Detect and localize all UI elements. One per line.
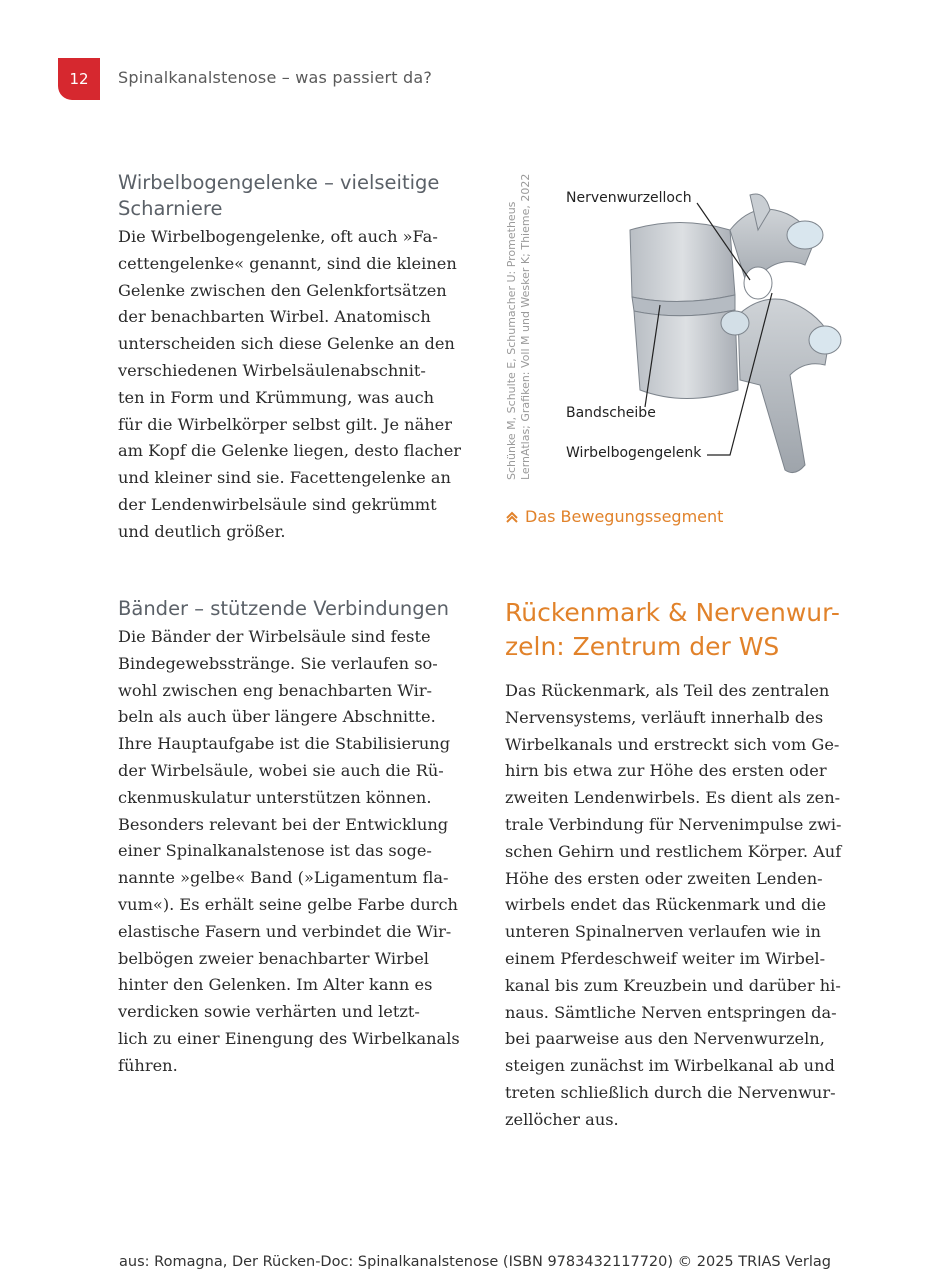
text-line: am Kopf die Gelenke liegen, desto flacher xyxy=(118,441,462,461)
text-line: schen Gehirn und restlichem Körper. Auf xyxy=(505,841,842,861)
heading-line: Scharniere xyxy=(118,197,223,220)
text-line: der Lendenwirbelsäule sind gekrümmt xyxy=(118,494,437,514)
foramen xyxy=(744,267,772,299)
text-line: Besonders relevant bei der Entwicklung xyxy=(118,814,449,834)
text-line: Die Bänder der Wirbelsäule sind feste xyxy=(118,627,431,646)
text-line: kanal bis zum Kreuzbein und darüber hi- xyxy=(505,975,841,995)
text-line: elastische Fasern und verbindet die Wir- xyxy=(118,921,452,941)
text-line: beln als auch über längere Abschnitte. xyxy=(118,707,436,727)
spine-segment-illustration xyxy=(600,185,850,480)
caption-text: Das Bewegungssegment xyxy=(525,507,724,526)
text-line: hirn bis etwa zur Höhe des ersten oder xyxy=(505,761,827,781)
section-heading-ligaments: Bänder – stützende Verbindungen xyxy=(118,597,450,620)
text-line: wirbels endet das Rückenmark und die xyxy=(505,895,827,915)
credit-line: LernAtlas; Grafiken: Voll M und Wesker K; Thieme, 2022 xyxy=(519,173,532,480)
section-text-ligaments xyxy=(118,624,460,1080)
text-line: unterscheiden sich diese Gelenke an den xyxy=(118,334,455,354)
text-line: cettengelenke« genannt, sind die kleinen xyxy=(118,253,457,273)
text-line: steigen zunächst im Wirbelkanal ab und xyxy=(505,1056,835,1076)
text-line: verschiedenen Wirbelsäulenabschnit- xyxy=(118,360,426,380)
text-line: lich zu einer Einengung des Wirbelkanals xyxy=(118,1028,460,1048)
text-line: einer Spinalkanalstenose ist das soge- xyxy=(118,841,432,861)
text-line: Ihre Hauptaufgabe ist die Stabilisierung xyxy=(118,734,451,754)
text-line: ckenmuskulatur unterstützen können. xyxy=(118,787,432,807)
text-line: verdicken sowie verhärten und letzt- xyxy=(118,1002,420,1022)
text-line: wohl zwischen eng benachbarten Wir- xyxy=(118,680,433,700)
text-line: treten schließlich durch die Nervenwur- xyxy=(505,1082,836,1102)
text-line: einem Pferdeschweif weiter im Wirbel- xyxy=(505,948,826,968)
page-number: 12 xyxy=(69,70,89,88)
label-facet-joint: Wirbelbogengelenk xyxy=(566,445,702,461)
text-line: belbögen zweier benachbarter Wirbel xyxy=(118,948,429,968)
section-heading-facet-joints xyxy=(118,170,439,222)
text-line: der benachbarten Wirbel. Anatomisch xyxy=(118,307,431,327)
text-line: und deutlich größer. xyxy=(118,521,286,541)
text-line: der Wirbelsäule, wobei sie auch die Rü- xyxy=(118,760,444,780)
text-line: zellöcher aus. xyxy=(505,1109,619,1129)
text-line: nannte »gelbe« Band (»Ligamentum fla- xyxy=(118,868,449,888)
text-line: Wirbelkanals und erstreckt sich vom Ge- xyxy=(505,734,840,754)
text-line: für die Wirbelkörper selbst gilt. Je näher xyxy=(118,414,453,434)
text-line: und kleiner sind sie. Facettengelenke an xyxy=(118,468,451,488)
section-heading-spinal-cord xyxy=(505,596,840,664)
chevron-up-icon xyxy=(505,510,519,524)
text-line: Bindegewebsstränge. Sie verlaufen so- xyxy=(118,653,438,673)
figure-caption xyxy=(505,507,723,526)
heading-line: Rückenmark & Nervenwur- xyxy=(505,598,840,627)
figure-credit xyxy=(505,174,533,480)
text-line: unteren Spinalnerven verlaufen wie in xyxy=(505,922,821,942)
section-text-spinal-cord xyxy=(505,678,842,1134)
heading-line: Wirbelbogengelenke – vielseitige xyxy=(118,171,440,194)
footer-text: aus: Romagna, Der Rücken-Doc: Spinalkanalstenose (ISBN 9783432117720) © 2025 TRIAS Verlag xyxy=(119,1254,831,1270)
page-number-badge xyxy=(58,58,100,100)
label-disc: Bandscheibe xyxy=(566,405,656,421)
text-line: Das Rückenmark, als Teil des zentralen xyxy=(505,681,830,700)
text-line: Gelenke zwischen den Gelenkfortsätzen xyxy=(118,280,447,300)
text-line: bei paarweise aus den Nervenwurzeln, xyxy=(505,1029,825,1049)
running-head: Spinalkanalstenose – was passiert da? xyxy=(118,68,433,87)
text-line: Die Wirbelbogengelenke, oft auch »Fa- xyxy=(118,227,438,246)
text-line: naus. Sämtliche Nerven entspringen da- xyxy=(505,1002,837,1022)
text-line: führen. xyxy=(118,1055,178,1075)
text-line: vum«). Es erhält seine gelbe Farbe durch xyxy=(118,894,458,914)
text-line: Nervensystems, verläuft innerhalb des xyxy=(505,707,824,727)
heading-line: zeln: Zentrum der WS xyxy=(505,632,780,661)
label-nerve-root-foramen: Nervenwurzelloch xyxy=(566,190,692,206)
credit-line: Schünke M, Schulte E, Schumacher U: Prometheus xyxy=(505,201,518,480)
text-line: Höhe des ersten oder zweiten Lenden- xyxy=(505,868,823,888)
text-line: ten in Form und Krümmung, was auch xyxy=(118,387,435,407)
text-line: zweiten Lendenwirbels. Es dient als zen- xyxy=(505,788,841,808)
section-text-facet-joints xyxy=(118,224,461,546)
text-line: hinter den Gelenken. Im Alter kann es xyxy=(118,975,433,995)
text-line: trale Verbindung für Nervenimpulse zwi- xyxy=(505,814,842,834)
